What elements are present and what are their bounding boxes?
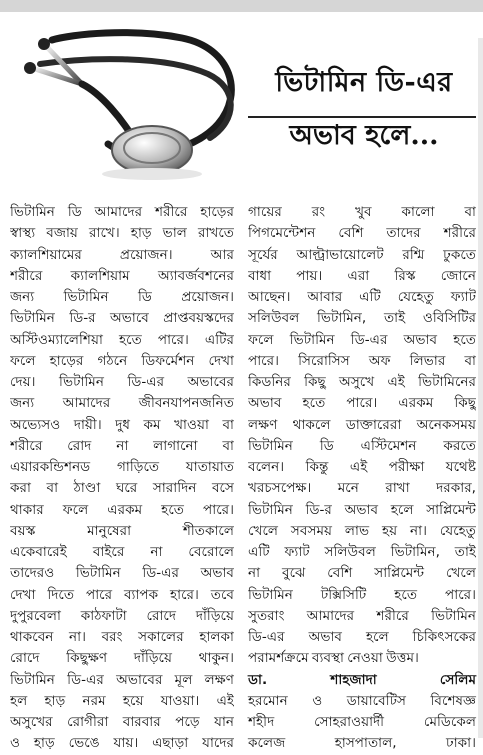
page-edge	[478, 38, 483, 738]
text-line: পারে। সিরোসিস অফ লিভার বা	[248, 352, 476, 369]
text-line: দেয়। ভিটামিন ডি-এর অভাবের	[10, 374, 234, 390]
text-line: ফলে হাড়ের গঠনে ডিফর্মেশন দেখা	[10, 352, 234, 369]
text-line: ভিটামিন ডি-এর অভাবের মূল লক্ষণ	[10, 671, 234, 688]
text-line: স্বাস্থ্য বজায় রাখে। হাড় ভাল রাখতে	[10, 225, 234, 242]
author-institution: শহীদ সোহরাওয়ার্দী মেডিকেল	[248, 714, 476, 730]
text-line: করা বা ঠাণ্ডা ঘরে সারাদিন বসে	[10, 480, 234, 497]
text-line: অভ্যেসও দায়ী। দুধ কম খাওয়া বা	[10, 416, 234, 433]
text-line: পরামর্শক্রমে ব্যবস্থা নেওয়া উত্তম।	[248, 650, 419, 667]
headline-line-2: অভাব হলে...	[289, 120, 439, 151]
text-line: খরচসপেক্ষ। মনে রাখা দরকার,	[248, 480, 476, 497]
text-line: ভিটামিন টক্সিসিটি হতে পারে।	[248, 586, 476, 603]
text-line: অসুখের রোগীরা বারবার পড়ে যান	[10, 714, 234, 730]
text-line: বয়স্ক মানুষেরা শীতকালে	[10, 522, 234, 539]
text-line: দেখা দিতে পারে ব্যাপক হারে। তবে	[10, 586, 234, 603]
text-line: অস্টিওম্যালেশিয়া হতে পারে। এটির	[10, 331, 234, 348]
author-location: কলেজ হাসপাতাল, ঢাকা।	[248, 735, 476, 752]
text-line: আছেন। আবার এটি যেহেতু ফ্যাট	[248, 289, 476, 305]
text-line: হল হাড় নরম হয়ে যাওয়া। এই	[10, 692, 234, 709]
text-line: রোদে কিছুক্ষণ দাঁড়িয়ে থাকুন।	[10, 650, 234, 667]
headline-line-1: ভিটামিন ডি-এর	[275, 67, 453, 98]
text-line: গায়ের রং খুব কালো বা	[248, 204, 476, 220]
text-line: ও হাড় ভেঙে যায়। এছাড়া যাদের	[10, 735, 234, 752]
text-line: অভাব হতে পারে। এরকম কিছু	[248, 395, 476, 412]
article-column-right	[248, 202, 476, 755]
text-line: ক্যালশিয়ামের প্রয়োজন। আর	[10, 246, 234, 263]
text-line: তাদেরও ভিটামিন ডি-এর অভাব	[10, 565, 234, 582]
text-line: বাধা পায়। এরা রিস্ক জোনে	[248, 267, 476, 284]
author-title: হরমোন ও ডায়াবেটিস বিশেষজ্ঞ	[248, 692, 476, 709]
text-line: সূর্যের আল্ট্রাভায়োলেট রশ্মি ঢুকতে	[248, 246, 476, 263]
text-line: ভিটামিন ডি-র অভাবে প্রাপ্তবয়স্কদের	[10, 310, 234, 327]
text-line: এটি ফ্যাট সলিউবল ভিটামিন, তাই	[248, 544, 476, 560]
text-line: ভিটামিন ডি এস্টিমেশন করতে	[248, 437, 476, 454]
text-line: খেলে সবসময় লাভ হয় না। যেহেতু	[248, 522, 476, 539]
text-line: ডি-এর অভাব হলে চিকিৎসকের	[248, 629, 476, 645]
text-line: জন্য আমাদের জীবনযাপনজনিত	[10, 395, 234, 412]
text-line: শরীরে রোদ না লাগানো বা	[10, 437, 234, 454]
text-line: শরীরে ক্যালশিয়াম অ্যাবর্জবশনের	[10, 267, 234, 284]
top-band	[0, 0, 483, 12]
text-line: থাকবেন না। বরং সকালের হালকা	[10, 629, 234, 645]
text-line: জন্য ভিটামিন ডি প্রয়োজন।	[10, 289, 234, 305]
text-line: ভিটামিন ডি আমাদের শরীরে হাড়ের	[10, 204, 234, 220]
text-line: সলিউবল ভিটামিন, তাই ওবিসিটির	[248, 310, 476, 327]
text-line: সুতরাং আমাদের শরীরে ভিটামিন	[248, 607, 476, 624]
author-name: ডা. শাহজাদা সেলিম	[248, 671, 476, 688]
text-line: এয়ারকন্ডিশনড গাড়িতে যাতায়াত	[10, 459, 234, 475]
stethoscope-illustration	[12, 24, 248, 186]
text-line: কিডনির কিছু অসুখে এই ভিটামিনের	[248, 374, 476, 390]
text-line: না বুঝে বেশি সাপ্লিমেন্ট খেলে	[248, 565, 476, 582]
text-line: বলেন। কিন্তু এই পরীক্ষা যথেষ্ট	[248, 459, 476, 475]
text-line: ভিটামিন ডি-র অভাব হলে সাপ্লিমেন্ট	[248, 501, 476, 518]
text-line: পিগমেন্টেশন বেশি তাদের শরীরে	[248, 225, 476, 242]
text-line: একেবারেই বাইরে না বেরোলে	[10, 544, 234, 560]
text-line: ফলে ভিটামিন ডি-এর অভাব হতে	[248, 331, 476, 348]
text-line: দুপুরবেলা কাঠফাটা রোদে দাঁড়িয়ে	[10, 607, 234, 624]
text-line: থাকার ফলে এরকম হতে পারে।	[10, 501, 234, 518]
article-column-left	[10, 202, 234, 755]
text-line: লক্ষণ থাকলে ডাক্তারেরা অনেকসময়	[248, 416, 476, 433]
